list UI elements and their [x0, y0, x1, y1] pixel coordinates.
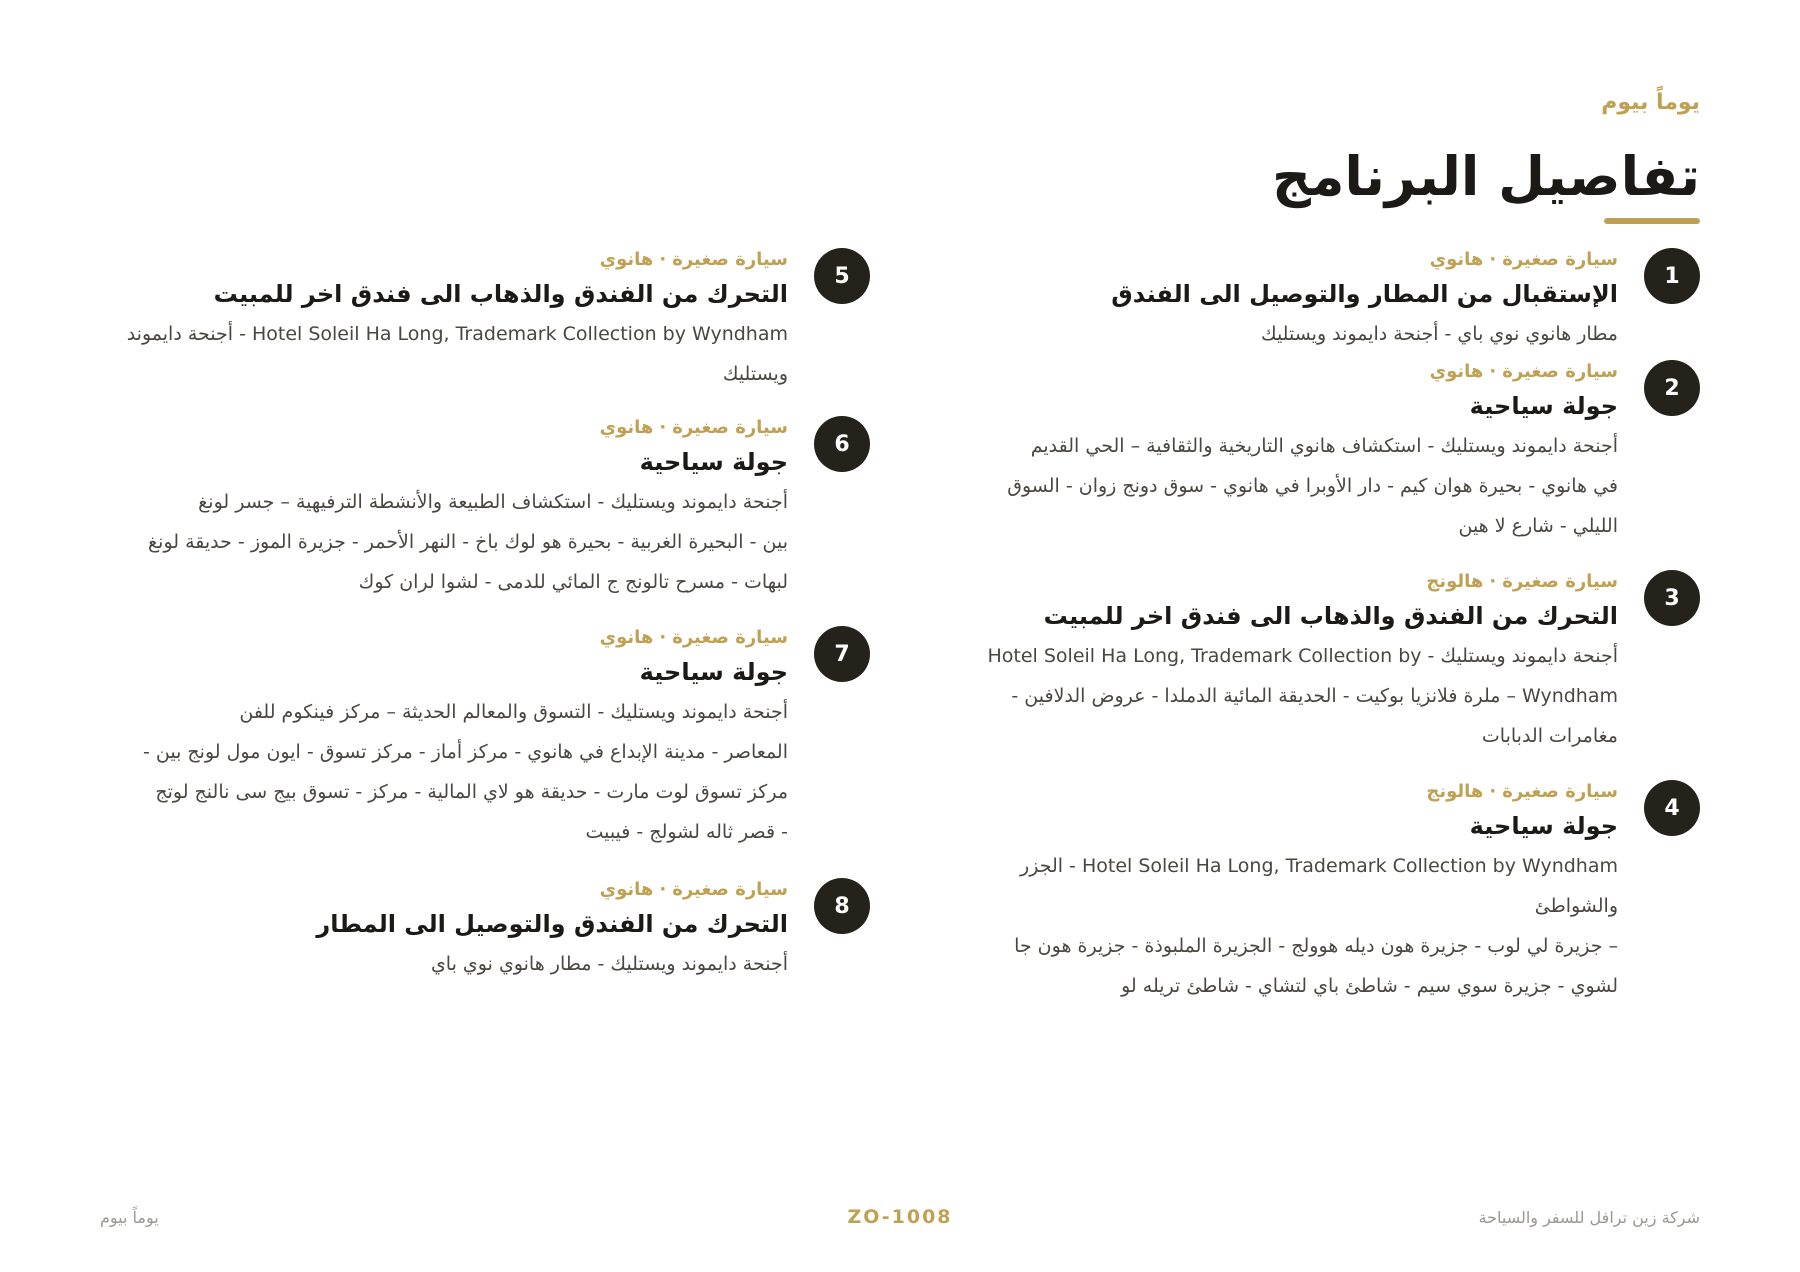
city-label: هالونج — [1426, 571, 1484, 592]
day-desc-line: أجنحة دايموند ويستليك - التسوق والمعالم الحديثة – مركز فينكوم للفن — [239, 701, 788, 723]
meta-separator: · — [1489, 571, 1497, 592]
vehicle-label: سيارة صغيرة — [1502, 361, 1618, 382]
page-footer — [100, 1208, 1700, 1238]
day-desc-line: المعاصر - مدينة الإبداع في هانوي - مركز أماز - مركز تسوق - ايون مول لونج بين - — [143, 741, 788, 763]
day-desc-line: مركز تسوق لوت مارت - حديقة هو لاي المالية - مركز - تسوق بيج سى نالنج لوتج — [155, 781, 788, 803]
day-number-badge: 5 — [814, 248, 870, 304]
section-eyebrow: يوماً بيوم — [1601, 90, 1700, 115]
day-desc-line: لشوي - جزيرة سوي سيم - شاطئ باي لتشاي - شاطئ تريله لو — [1121, 975, 1618, 997]
day-title: جولة سياحية — [1469, 812, 1618, 840]
vehicle-label: سيارة صغيرة — [672, 879, 788, 900]
meta-separator: · — [659, 879, 667, 900]
day-item-6 — [90, 414, 870, 624]
day-meta — [90, 624, 788, 652]
day-item-8 — [90, 876, 870, 988]
footer-code: ZO-1008 — [847, 1206, 953, 1228]
day-title: الإستقبال من المطار والتوصيل الى الفندق — [1111, 280, 1618, 308]
day-number-badge: 4 — [1644, 780, 1700, 836]
page-title: تفاصيل البرنامج — [1272, 145, 1700, 208]
city-label: هانوي — [1429, 361, 1484, 382]
day-item-4 — [960, 778, 1700, 997]
day-title: التحرك من الفندق والتوصيل الى المطار — [316, 910, 788, 938]
day-title: جولة سياحية — [639, 658, 788, 686]
city-label: هانوي — [1429, 249, 1484, 270]
city-label: هانوي — [599, 417, 654, 438]
day-desc-line: أجنحة دايموند ويستليك - مطار هانوي نوي باي — [430, 953, 788, 975]
day-title: التحرك من الفندق والذهاب الى فندق اخر للمبيت — [1043, 602, 1618, 630]
meta-separator: · — [659, 627, 667, 648]
day-desc-line: الليلي - شارع لا هين — [1458, 515, 1618, 537]
day-item-2 — [960, 358, 1700, 568]
day-meta — [90, 876, 788, 904]
meta-separator: · — [1489, 781, 1497, 802]
day-number-badge: 1 — [1644, 248, 1700, 304]
title-underline — [1604, 218, 1700, 224]
footer-section: يوماً بيوم — [100, 1208, 159, 1227]
vehicle-label: سيارة صغيرة — [672, 417, 788, 438]
day-desc-line: Hotel Soleil Ha Long, Trademark Collection by Wyndham - الجزر والشواطئ — [1020, 855, 1618, 917]
city-label: هانوي — [599, 249, 654, 270]
day-desc-line: لبهات - مسرح تالونج ج المائي للدمى - لشوا لران كوك — [358, 571, 788, 593]
page-header — [1000, 88, 1700, 212]
day-number-badge: 3 — [1644, 570, 1700, 626]
city-label: هانوي — [599, 627, 654, 648]
vehicle-label: سيارة صغيرة — [1502, 249, 1618, 270]
city-label: هانوي — [599, 879, 654, 900]
day-number-badge: 6 — [814, 416, 870, 472]
meta-separator: · — [659, 249, 667, 270]
day-item-1 — [960, 246, 1700, 358]
day-item-3 — [960, 568, 1700, 778]
day-number-badge: 7 — [814, 626, 870, 682]
day-desc-line: أجنحة دايموند ويستليك - استكشاف الطبيعة والأنشطة الترفيهية – جسر لونغ — [198, 491, 788, 513]
itinerary-column-right — [960, 246, 1700, 997]
day-desc-line: بين - البحيرة الغربية - بحيرة هو لوك باخ - النهر الأحمر - جزيرة الموز - حديقة لونغ — [148, 531, 788, 553]
day-desc-line: – جزيرة لي لوب - جزيرة هون ديله هوولج - الجزيرة الملبوذة - جزيرة هون جا — [1014, 935, 1618, 957]
vehicle-label: سيارة صغيرة — [1502, 781, 1618, 802]
meta-separator: · — [1489, 249, 1497, 270]
day-desc-line: أجنحة دايموند ويستليك - Hotel Soleil Ha Long, Trademark Collection by — [987, 645, 1618, 667]
meta-separator: · — [1489, 361, 1497, 382]
day-desc-line: في هانوي - بحيرة هوان كيم - دار الأوبرا في هانوي - سوق دونج زوان - السوق — [1007, 475, 1618, 497]
day-desc-line: - قصر ثاله لشولج - فيبيت — [585, 821, 788, 843]
itinerary-column-left — [90, 246, 870, 988]
day-desc-line: Hotel Soleil Ha Long, Trademark Collection by Wyndham - أجنحة دايموند — [126, 323, 788, 345]
city-label: هالونج — [1426, 781, 1484, 802]
day-desc-line: مطار هانوي نوي باي - أجنحة دايموند ويستليك — [1260, 323, 1618, 345]
footer-company: شركة زين ترافل للسفر والسياحة — [1478, 1208, 1700, 1227]
day-desc-line: مغامرات الدبابات — [1481, 725, 1618, 747]
day-item-7 — [90, 624, 870, 876]
day-item-5 — [90, 246, 870, 414]
day-meta — [90, 246, 788, 274]
day-title: جولة سياحية — [1469, 392, 1618, 420]
day-desc-line: أجنحة دايموند ويستليك - استكشاف هانوي التاريخية والثقافية – الحي القديم — [1030, 435, 1618, 457]
day-title: جولة سياحية — [639, 448, 788, 476]
day-desc-line: ويستليك — [722, 363, 788, 385]
day-meta — [960, 246, 1618, 274]
day-meta — [960, 778, 1618, 806]
day-meta — [960, 358, 1618, 386]
vehicle-label: سيارة صغيرة — [672, 627, 788, 648]
vehicle-label: سيارة صغيرة — [672, 249, 788, 270]
vehicle-label: سيارة صغيرة — [1502, 571, 1618, 592]
day-desc-line: Wyndham – ملرة فلانزيا بوكيت - الحديقة المائية الدملدا - عروض الدلافين - — [1011, 685, 1618, 707]
day-meta — [960, 568, 1618, 596]
day-number-badge: 2 — [1644, 360, 1700, 416]
day-number-badge: 8 — [814, 878, 870, 934]
meta-separator: · — [659, 417, 667, 438]
day-title: التحرك من الفندق والذهاب الى فندق اخر للمبيت — [213, 280, 788, 308]
day-meta — [90, 414, 788, 442]
